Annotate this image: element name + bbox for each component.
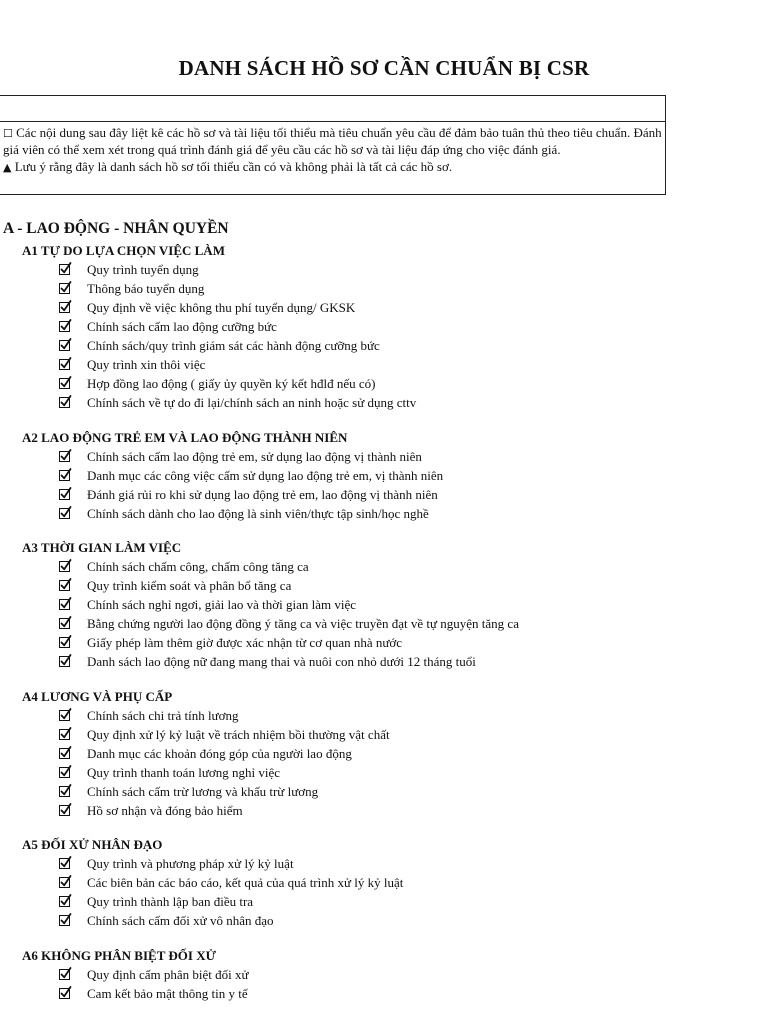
- checked-box-icon: [59, 915, 70, 926]
- group-heading: A6 KHÔNG PHÂN BIỆT ĐỐI XỬ: [22, 947, 216, 963]
- checklist-item-label: Quy định xử lý kỷ luật về trách nhiệm bồi thường vật chất: [87, 726, 390, 742]
- checklist-item: [0, 801, 768, 820]
- checklist-item: [0, 782, 768, 801]
- checked-box-icon: [59, 451, 70, 462]
- checklist-item: [0, 652, 768, 671]
- checklist-item-label: Hồ sơ nhận và đóng bảo hiểm: [87, 802, 243, 818]
- checklist-item-label: Các biên bản các báo cáo, kết quả của quá trình xử lý kỷ luật: [87, 875, 404, 890]
- checklist-group: [0, 241, 768, 412]
- group-heading: A2 LAO ĐỘNG TRẺ EM VÀ LAO ĐỘNG THÀNH NIÊN: [22, 429, 348, 445]
- checked-box-icon: [59, 767, 70, 778]
- document-title: DANH SÁCH HỒ SƠ CẦN CHUẨN BỊ CSR: [178, 56, 590, 80]
- checked-box-icon: [59, 988, 70, 999]
- checklist-item: [0, 854, 768, 873]
- checklist-group: [0, 835, 768, 930]
- checked-box-icon: [59, 321, 70, 332]
- checklist-item-label: Chính sách cấm lao động trẻ em, sử dụng lao động vị thành niên: [87, 448, 422, 464]
- checklist-item-label: Quy định về việc không thu phí tuyển dụng/ GKSK: [87, 300, 356, 315]
- checklist-item: [0, 557, 768, 576]
- group-heading: A4 LƯƠNG VÀ PHỤ CẤP: [22, 688, 173, 704]
- checked-box-icon: [59, 969, 70, 980]
- checklist-item-label: Danh mục các khoản đóng góp của người lao động: [87, 745, 352, 761]
- checklist-item-label: Chính sách cấm lao động cưỡng bức: [87, 319, 277, 334]
- checklist-item-label: Quy định cấm phân biệt đối xử: [87, 966, 249, 982]
- checked-box-icon: [59, 302, 70, 313]
- checklist-item-label: Chính sách cấm trừ lương và khấu trừ lương: [87, 783, 319, 799]
- checklist-item: [0, 633, 768, 652]
- checklist-item: [0, 706, 768, 725]
- group-heading: A5 ĐỐI XỬ NHÂN ĐẠO: [22, 837, 163, 852]
- checklist-item: [0, 614, 768, 633]
- checklist-item: [0, 466, 768, 485]
- checklist-item: [0, 744, 768, 763]
- checklist-item: [0, 260, 768, 279]
- section-title: A - LAO ĐỘNG - NHÂN QUYỀN: [3, 220, 229, 237]
- checklist-item-label: Chính sách/quy trình giám sát các hành động cưỡng bức: [87, 338, 380, 353]
- checklist-item: [0, 336, 768, 355]
- group-heading: A3 THỜI GIAN LÀM VIỆC: [22, 540, 182, 555]
- checklist-group: [0, 687, 768, 820]
- checked-box-icon: [59, 561, 70, 572]
- checklist-item-label: Quy trình thành lập ban điều tra: [87, 894, 254, 909]
- checked-box-icon: [59, 729, 70, 740]
- checklist-item: [0, 485, 768, 504]
- checklist-item: [0, 576, 768, 595]
- checklist-group: [0, 428, 768, 523]
- checklist-item: [0, 298, 768, 317]
- note-intro: [3, 125, 665, 159]
- checked-box-icon: [59, 470, 70, 481]
- checklist-group: [0, 538, 768, 671]
- checklist-item: [0, 504, 768, 523]
- checklist-item-label: Quy trình xin thôi việc: [87, 357, 206, 372]
- checked-box-icon: [59, 618, 70, 629]
- notes-box: [0, 121, 666, 195]
- checked-box-icon: [59, 896, 70, 907]
- checked-box-icon: [59, 877, 70, 888]
- triangle-icon: ▲: [3, 160, 12, 174]
- checked-box-icon: [59, 748, 70, 759]
- checklist-item-label: Chính sách về tự do đi lại/chính sách an ninh hoặc sử dụng cttv: [87, 395, 417, 410]
- checked-box-icon: [59, 710, 70, 721]
- checklist-item: [0, 595, 768, 614]
- checklist-item: [0, 279, 768, 298]
- checked-box-icon: [59, 858, 70, 869]
- checklist-item-label: Chính sách chi trả tính lương: [87, 707, 239, 723]
- checked-box-icon: [59, 805, 70, 816]
- checklist-item: [0, 873, 768, 892]
- checklist-item-label: Quy trình kiểm soát và phân bổ tăng ca: [87, 578, 292, 593]
- checklist-item: [0, 725, 768, 744]
- checked-box-icon: [59, 599, 70, 610]
- checkbox-glyph-icon: ☐: [3, 127, 13, 140]
- checklist-item-label: Quy trình thanh toán lương nghỉ việc: [87, 764, 281, 780]
- checklist-item-label: Chính sách nghỉ ngơi, giải lao và thời gian làm việc: [87, 597, 357, 612]
- checked-box-icon: [59, 508, 70, 519]
- document-checklist: [0, 241, 768, 1018]
- checklist-item-label: Chính sách cấm đối xử vô nhân đạo: [87, 913, 274, 928]
- checklist-item: [0, 984, 768, 1003]
- checklist-item-label: Giấy phép làm thêm giờ được xác nhận từ cơ quan nhà nước: [87, 635, 403, 650]
- checked-box-icon: [59, 786, 70, 797]
- checklist-item-label: Quy trình tuyển dụng: [87, 262, 199, 277]
- checked-box-icon: [59, 637, 70, 648]
- checklist-item: [0, 965, 768, 984]
- checklist-group: [0, 946, 768, 1003]
- checked-box-icon: [59, 397, 70, 408]
- checked-box-icon: [59, 580, 70, 591]
- checked-box-icon: [59, 656, 70, 667]
- checked-box-icon: [59, 283, 70, 294]
- checklist-item-label: Bằng chứng người lao động đồng ý tăng ca và việc truyền đạt về tự nguyện tăng ca: [87, 616, 519, 631]
- checklist-item: [0, 447, 768, 466]
- checked-box-icon: [59, 264, 70, 275]
- checklist-item-label: Cam kết bảo mật thông tin y tế: [87, 985, 248, 1001]
- checklist-item-label: Chính sách chấm công, chấm công tăng ca: [87, 559, 309, 574]
- checklist-item-label: Danh sách lao động nữ đang mang thai và nuôi con nhỏ dưới 12 tháng tuổi: [87, 654, 476, 669]
- checklist-item-label: Hợp đồng lao động ( giấy ủy quyền ký kết hđlđ nếu có): [87, 376, 376, 391]
- note-warning: [3, 159, 665, 176]
- checked-box-icon: [59, 489, 70, 500]
- checklist-item-label: Đánh giá rủi ro khi sử dụng lao động trẻ em, lao động vị thành niên: [87, 486, 438, 502]
- note-intro-text: Các nội dung sau đây liệt kê các hồ sơ và tài liệu tối thiểu mà tiêu chuẩn yêu cầu để đảm bảo tuân thủ theo tiêu chuẩn. Đánh giá viên có thể xem xét trong quá trình đánh giá để yêu cầu các hồ sơ và tài liệu đáp ứng cho việc đánh giá.: [3, 125, 662, 158]
- checklist-item-label: Chính sách dành cho lao động là sinh viên/thực tập sinh/học nghề: [87, 505, 429, 521]
- checked-box-icon: [59, 359, 70, 370]
- checklist-item: [0, 763, 768, 782]
- checked-box-icon: [59, 378, 70, 389]
- note-warning-text: Lưu ý rằng đây là danh sách hồ sơ tối thiểu cần có và không phải là tất cả các hồ sơ.: [11, 158, 453, 174]
- checklist-item: [0, 892, 768, 911]
- checklist-item: [0, 374, 768, 393]
- group-heading: A1 TỰ DO LỰA CHỌN VIỆC LÀM: [22, 243, 225, 258]
- checklist-item: [0, 393, 768, 412]
- checklist-item: [0, 317, 768, 336]
- checklist-item-label: Thông báo tuyển dụng: [87, 281, 205, 296]
- checklist-item: [0, 355, 768, 374]
- checked-box-icon: [59, 340, 70, 351]
- checklist-item: [0, 911, 768, 930]
- notes-header-box: [0, 95, 666, 122]
- checklist-item-label: Quy trình và phương pháp xử lý kỷ luật: [87, 856, 294, 871]
- checklist-item-label: Danh mục các công việc cấm sử dụng lao động trẻ em, vị thành niên: [87, 467, 444, 483]
